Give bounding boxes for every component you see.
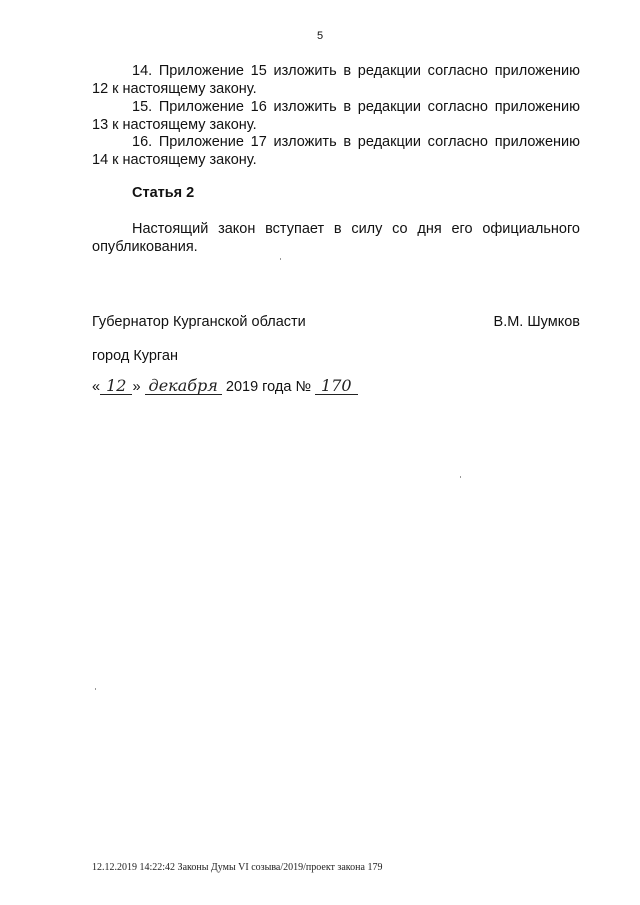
date-close-quote: » [132, 379, 141, 395]
article-body [92, 220, 580, 256]
city-line: город Курган [92, 348, 178, 364]
item-14 [92, 62, 580, 98]
date-month-handwritten: декабря [145, 378, 222, 395]
item-14-text: 14. Приложение 15 изложить в редакции согласно приложению 12 к настоящему закону. [92, 63, 580, 97]
law-number-handwritten: 170 [315, 378, 358, 395]
item-15 [92, 98, 580, 134]
scan-speck [95, 688, 96, 690]
date-line [92, 378, 358, 395]
signatory-name: В.М. Шумков [493, 314, 580, 330]
footer-path: 12.12.2019 14:22:42 Законы Думы VI созыва/2019/проект закона 179 [92, 862, 383, 873]
date-year-text: 2019 года № [225, 379, 312, 395]
item-16-text: 16. Приложение 17 изложить в редакции согласно приложению 14 к настоящему закону. [92, 134, 580, 168]
item-16 [92, 133, 580, 169]
date-day-handwritten: 12 [100, 378, 132, 395]
scan-speck [460, 476, 461, 478]
date-open-quote: « [92, 379, 101, 395]
item-15-text: 15. Приложение 16 изложить в редакции согласно приложению 13 к настоящему закону. [92, 99, 580, 133]
scan-speck [280, 258, 281, 260]
signatory-position: Губернатор Курганской области [92, 314, 306, 330]
article-text: Настоящий закон вступает в силу со дня его официального опубликования. [92, 221, 580, 255]
page-number: 5 [316, 30, 324, 42]
article-heading: Статья 2 [132, 185, 195, 201]
